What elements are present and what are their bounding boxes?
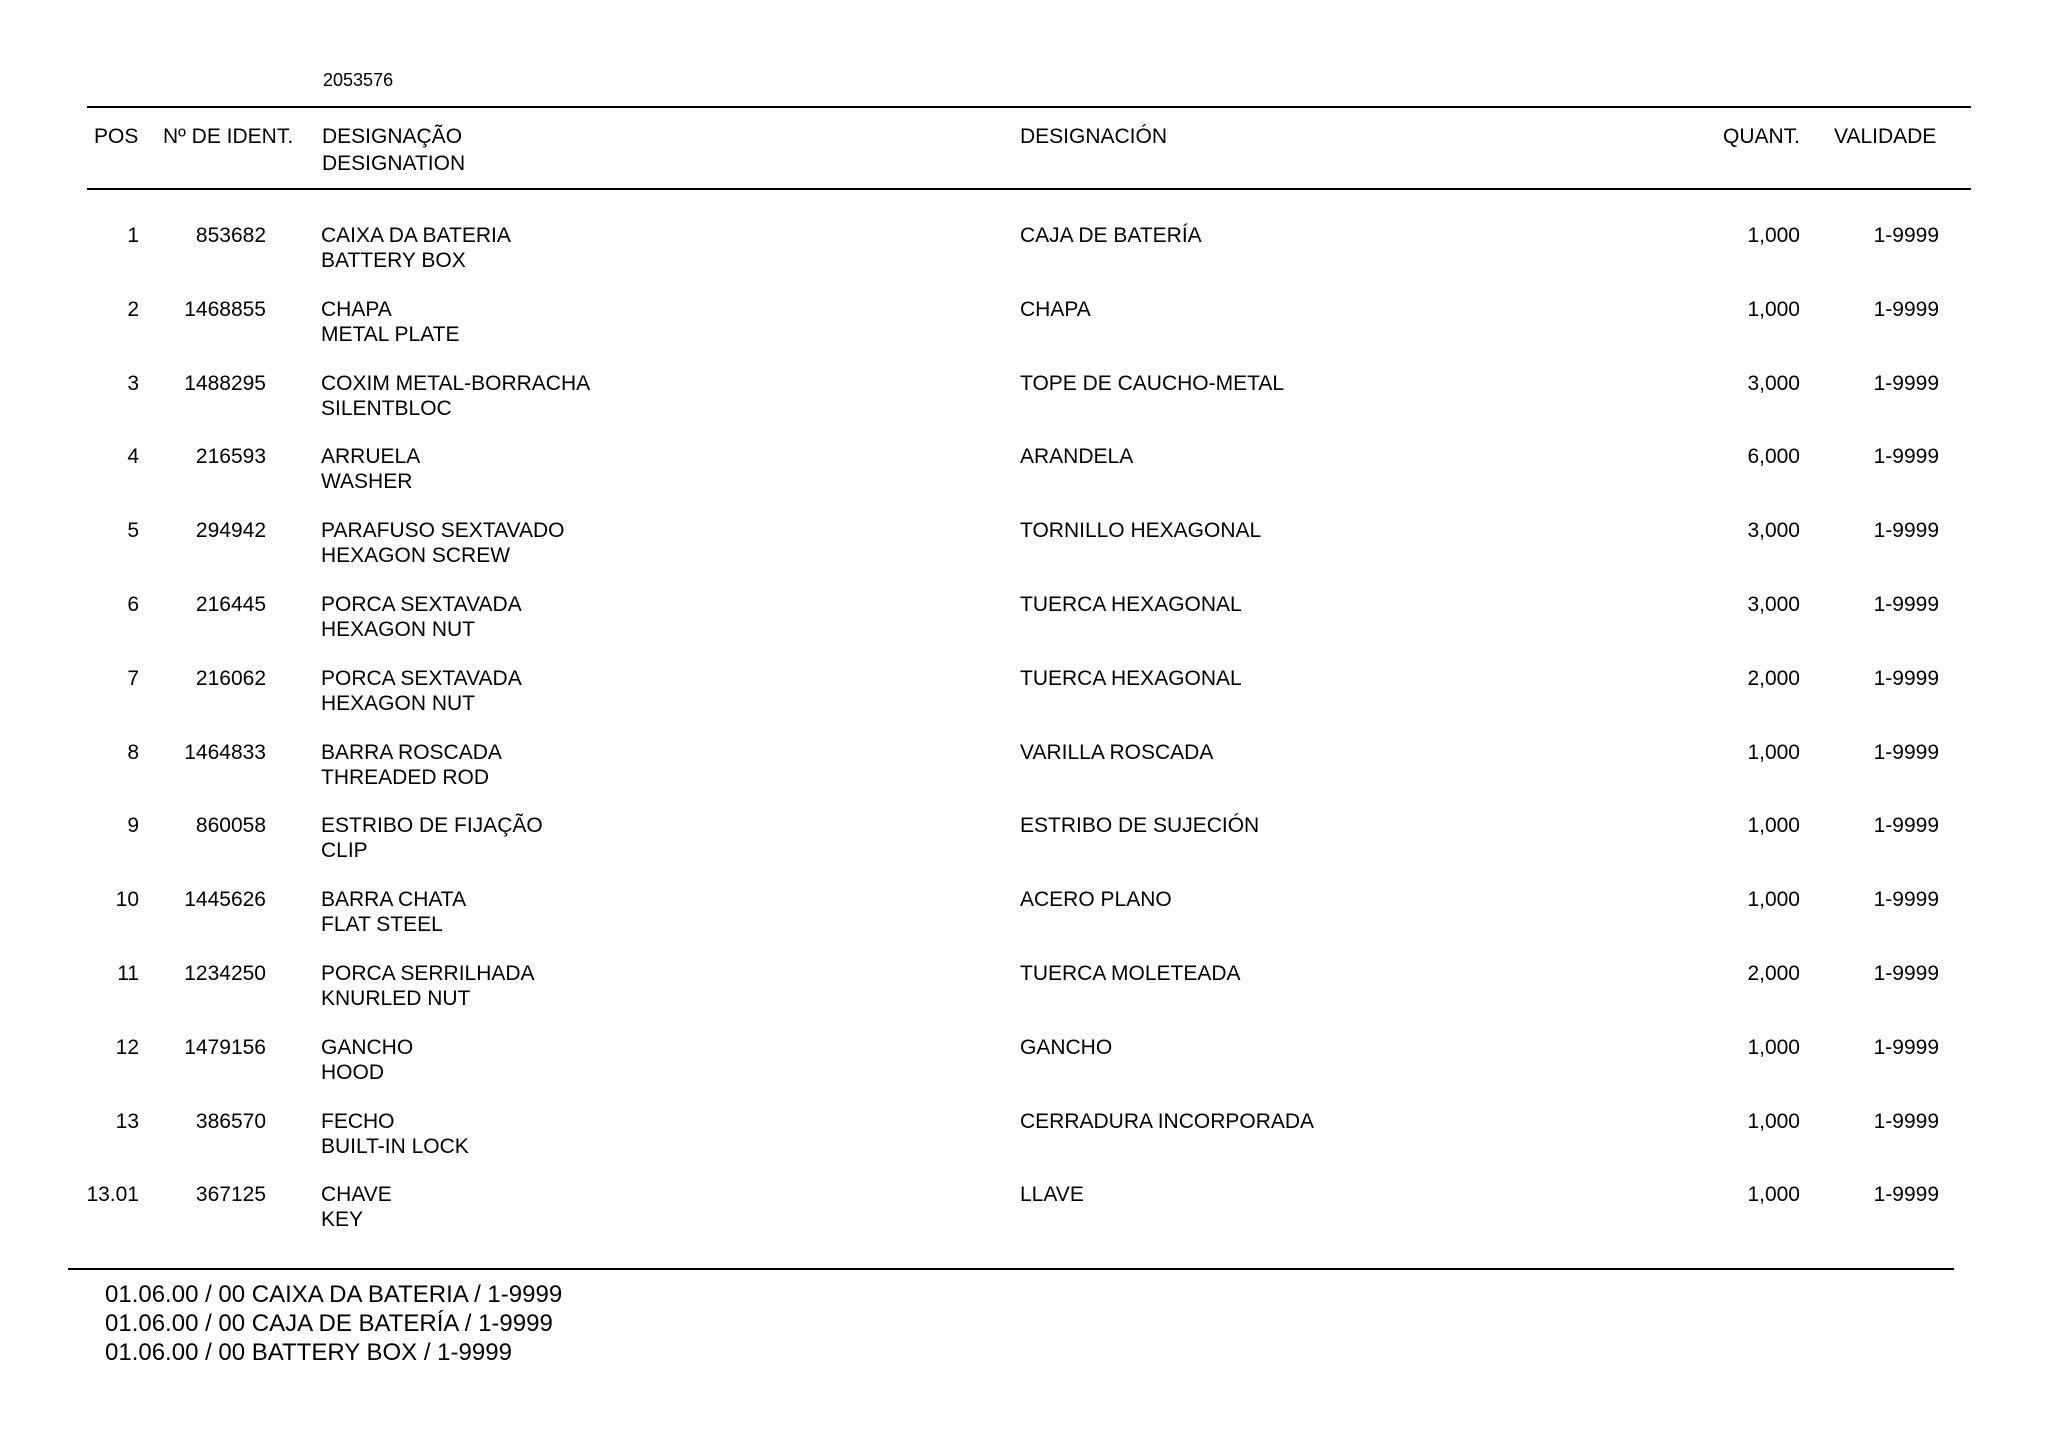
row-designation — [321, 887, 466, 937]
header-designation-pt: DESIGNAÇÃO — [322, 125, 463, 148]
row-designation-en: HEXAGON NUT — [321, 617, 476, 641]
table-row — [0, 441, 2048, 515]
row-pos: 12 — [115, 1035, 139, 1059]
table-row — [0, 1179, 2048, 1253]
row-designation-en: HEXAGON SCREW — [321, 544, 511, 568]
row-designation-es: ARANDELA — [1020, 445, 1134, 469]
table-row — [0, 368, 2048, 442]
table-row — [0, 1106, 2048, 1180]
row-designation — [321, 813, 543, 863]
row-pos: 13.01 — [86, 1183, 139, 1207]
row-pos: 6 — [127, 592, 139, 616]
header-ident: Nº DE IDENT. — [163, 125, 294, 148]
row-designation-en: BATTERY BOX — [321, 249, 466, 272]
row-validity: 1-9999 — [1873, 224, 1939, 247]
row-designation-pt: PORCA SERRILHADA — [321, 961, 535, 985]
header-quantity: QUANT. — [1722, 125, 1800, 148]
row-designation-en: BUILT-IN LOCK — [321, 1134, 469, 1158]
row-designation — [321, 961, 535, 1011]
row-ident: 216062 — [195, 666, 266, 690]
header-designation — [322, 123, 465, 177]
row-designation — [321, 666, 522, 716]
row-designation-en: THREADED ROD — [321, 765, 490, 789]
table-row — [0, 589, 2048, 663]
table-row — [0, 884, 2048, 958]
header-designation-es: DESIGNACIÓN — [1020, 125, 1168, 148]
row-designation-pt: PORCA SEXTAVADA — [321, 592, 522, 616]
table-row — [0, 515, 2048, 589]
row-validity: 1-9999 — [1873, 592, 1939, 616]
header-rule — [87, 188, 1971, 190]
row-quantity: 1,000 — [1747, 740, 1800, 764]
row-quantity: 1,000 — [1747, 1183, 1800, 1207]
row-designation-es: CHAPA — [1020, 297, 1091, 321]
header-pos: POS — [94, 125, 139, 148]
row-ident: 216593 — [195, 445, 266, 469]
row-ident: 860058 — [195, 814, 266, 838]
row-ident: 1464833 — [184, 740, 266, 764]
row-designation-pt: ESTRIBO DE FIJAÇÃO — [321, 814, 543, 838]
table-row — [0, 1032, 2048, 1106]
row-quantity: 1,000 — [1747, 297, 1800, 321]
row-pos: 9 — [127, 814, 139, 838]
row-validity: 1-9999 — [1873, 666, 1939, 690]
table-row — [0, 663, 2048, 737]
row-designation-es: CAJA DE BATERÍA — [1020, 224, 1202, 247]
footer-line: 01.06.00 / 00 CAJA DE BATERÍA / 1-9999 — [105, 1310, 553, 1337]
row-designation — [321, 592, 522, 642]
row-designation-pt: PARAFUSO SEXTAVADO — [321, 519, 565, 543]
row-designation-pt: ARRUELA — [321, 445, 421, 469]
table-row — [0, 220, 2048, 294]
row-pos: 4 — [127, 445, 139, 469]
row-designation-es: TUERCA HEXAGONAL — [1020, 592, 1242, 616]
row-designation-pt: COXIM METAL-BORRACHA — [321, 371, 591, 395]
row-validity: 1-9999 — [1873, 519, 1939, 543]
row-designation — [321, 740, 502, 790]
row-validity: 1-9999 — [1873, 1035, 1939, 1059]
row-pos: 8 — [127, 740, 139, 764]
row-designation-en: SILENTBLOC — [321, 396, 452, 420]
row-validity: 1-9999 — [1873, 1109, 1939, 1133]
footer-references — [105, 1280, 562, 1367]
row-designation-en: WASHER — [321, 470, 413, 494]
row-designation-pt: CAIXA DA BATERIA — [321, 224, 511, 247]
row-designation-es: GANCHO — [1020, 1035, 1113, 1059]
row-designation-pt: BARRA ROSCADA — [321, 740, 502, 764]
row-quantity: 1,000 — [1747, 1109, 1800, 1133]
row-designation-pt: PORCA SEXTAVADA — [321, 666, 522, 690]
bottom-rule — [68, 1268, 1954, 1270]
row-designation — [321, 1035, 413, 1085]
row-ident: 1234250 — [184, 961, 266, 985]
row-designation-es: LLAVE — [1020, 1183, 1084, 1207]
row-pos: 7 — [127, 666, 139, 690]
row-designation-pt: CHAVE — [321, 1183, 392, 1207]
row-ident: 216445 — [195, 592, 266, 616]
row-validity: 1-9999 — [1873, 297, 1939, 321]
row-designation-es: ACERO PLANO — [1020, 888, 1172, 912]
row-designation — [321, 297, 459, 347]
top-rule — [87, 106, 1971, 108]
row-designation-es: VARILLA ROSCADA — [1020, 740, 1214, 764]
row-designation-pt: GANCHO — [321, 1035, 414, 1059]
table-row — [0, 810, 2048, 884]
row-quantity: 6,000 — [1747, 445, 1800, 469]
row-designation-en: HEXAGON NUT — [321, 691, 476, 715]
row-designation-en: KEY — [321, 1208, 364, 1232]
row-validity: 1-9999 — [1873, 371, 1939, 395]
row-designation — [321, 371, 590, 421]
row-validity: 1-9999 — [1873, 888, 1939, 912]
parts-table — [0, 220, 2048, 1253]
row-designation-es: TORNILLO HEXAGONAL — [1020, 519, 1262, 543]
row-validity: 1-9999 — [1873, 814, 1939, 838]
row-validity: 1-9999 — [1873, 740, 1939, 764]
row-ident: 386570 — [195, 1109, 266, 1133]
row-pos: 10 — [115, 888, 139, 912]
row-designation-es: TOPE DE CAUCHO-METAL — [1020, 371, 1285, 395]
row-designation — [321, 1109, 469, 1159]
row-ident: 1488295 — [184, 371, 266, 395]
row-quantity: 2,000 — [1747, 961, 1800, 985]
row-quantity: 1,000 — [1747, 814, 1800, 838]
row-pos: 3 — [127, 371, 139, 395]
row-ident: 1445626 — [184, 888, 266, 912]
row-pos: 5 — [127, 519, 139, 543]
document-number: 2053576 — [323, 70, 394, 90]
footer-line: 01.06.00 / 00 CAIXA DA BATERIA / 1-9999 — [105, 1281, 563, 1308]
row-pos: 2 — [127, 297, 139, 321]
row-designation-es: TUERCA MOLETEADA — [1020, 961, 1241, 985]
row-designation-es: TUERCA HEXAGONAL — [1020, 666, 1242, 690]
row-designation-en: CLIP — [321, 839, 368, 863]
table-row — [0, 737, 2048, 811]
header-validity: VALIDADE — [1834, 125, 1937, 148]
row-quantity: 1,000 — [1747, 1035, 1800, 1059]
header-designation-en: DESIGNATION — [322, 152, 466, 175]
row-validity: 1-9999 — [1873, 961, 1939, 985]
row-designation-pt: CHAPA — [321, 297, 392, 321]
row-pos: 13 — [115, 1109, 139, 1133]
row-designation-es: CERRADURA INCORPORADA — [1020, 1109, 1315, 1133]
row-validity: 1-9999 — [1873, 445, 1939, 469]
row-designation-en: HOOD — [321, 1060, 384, 1084]
row-designation — [321, 518, 565, 568]
table-row — [0, 958, 2048, 1032]
table-row — [0, 294, 2048, 368]
row-designation — [321, 1182, 392, 1232]
row-pos: 11 — [117, 961, 139, 985]
footer-line: 01.06.00 / 00 BATTERY BOX / 1-9999 — [105, 1339, 512, 1366]
row-quantity: 1,000 — [1747, 224, 1800, 247]
row-designation-en: FLAT STEEL — [321, 913, 443, 937]
row-ident: 853682 — [195, 224, 266, 247]
row-designation-es: ESTRIBO DE SUJECIÓN — [1020, 814, 1260, 838]
row-ident: 1468855 — [184, 297, 266, 321]
row-designation-pt: BARRA CHATA — [321, 888, 467, 912]
row-quantity: 2,000 — [1747, 666, 1800, 690]
row-designation-en: KNURLED NUT — [321, 986, 471, 1010]
row-ident: 294942 — [195, 519, 266, 543]
row-designation-pt: FECHO — [321, 1109, 395, 1133]
row-quantity: 3,000 — [1747, 371, 1800, 395]
row-validity: 1-9999 — [1873, 1183, 1939, 1207]
row-designation — [321, 223, 511, 273]
row-quantity: 1,000 — [1747, 888, 1800, 912]
row-designation — [321, 444, 420, 494]
row-pos: 1 — [127, 224, 139, 247]
row-quantity: 3,000 — [1747, 592, 1800, 616]
row-quantity: 3,000 — [1747, 519, 1800, 543]
row-designation-en: METAL PLATE — [321, 322, 460, 346]
row-ident: 1479156 — [184, 1035, 266, 1059]
row-ident: 367125 — [195, 1183, 266, 1207]
